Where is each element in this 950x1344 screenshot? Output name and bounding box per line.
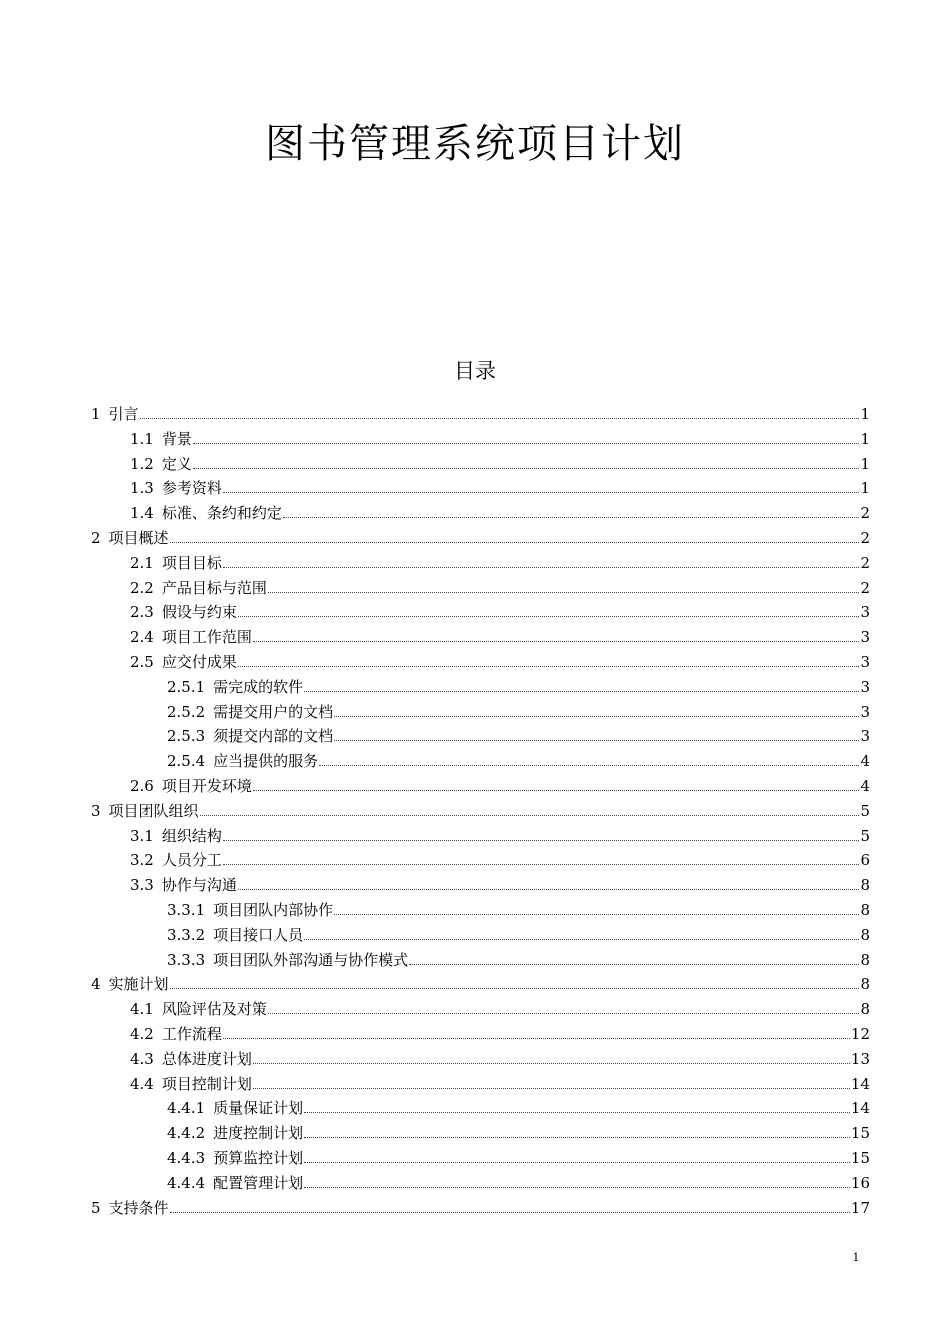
toc-entry-text: 项目工作范围 (161, 628, 252, 646)
toc-entry-number: 3.2 (130, 851, 154, 869)
toc-entry-text: 项目团队组织 (108, 802, 199, 820)
toc-dot-leader (223, 475, 859, 493)
toc-entry-number: 4.3 (130, 1050, 154, 1068)
toc-entry-label (130, 551, 222, 575)
toc-entry-label (167, 1146, 303, 1170)
toc-entry-label (130, 650, 237, 674)
toc-entry-label (91, 526, 169, 550)
toc-entry-label (167, 724, 333, 748)
toc-entry-text: 需完成的软件 (213, 678, 304, 696)
toc-entry-label (130, 1022, 222, 1046)
toc-entry[interactable] (167, 947, 870, 971)
toc-dot-leader (304, 1170, 850, 1188)
toc-entry[interactable] (167, 748, 870, 772)
toc-entry[interactable] (130, 575, 870, 599)
toc-entry-number: 4.4.2 (167, 1124, 206, 1142)
toc-entry[interactable] (130, 847, 870, 871)
toc-dot-leader (193, 426, 859, 444)
toc-entry-label (167, 1096, 303, 1120)
toc-dot-leader (140, 401, 859, 419)
toc-entry[interactable] (130, 823, 870, 847)
toc-entry-label (91, 402, 139, 426)
toc-entry-text: 需提交用户的文档 (213, 703, 334, 721)
toc-dot-leader (253, 773, 859, 791)
toc-entry-number: 4.4 (130, 1075, 154, 1093)
toc-entry[interactable] (130, 426, 870, 450)
toc-entry-label (130, 427, 192, 451)
toc-entry-page: 4 (860, 777, 870, 795)
toc-entry-page: 13 (850, 1050, 870, 1068)
toc-entry-page: 3 (860, 727, 870, 745)
toc-entry-text: 项目接口人员 (213, 926, 304, 944)
toc-entry-text: 项目开发环境 (161, 777, 252, 795)
toc-entry-number: 4 (91, 975, 101, 993)
toc-entry-page: 8 (860, 1000, 870, 1018)
toc-entry-page: 3 (860, 603, 870, 621)
toc-entry-number: 1 (91, 405, 101, 423)
toc-entry-label (130, 625, 252, 649)
toc-dot-leader (283, 500, 859, 518)
toc-entry[interactable] (130, 624, 870, 648)
toc-entry[interactable] (130, 1021, 870, 1045)
toc-entry-text: 实施计划 (108, 975, 169, 993)
toc-entry-number: 1.4 (130, 504, 154, 522)
toc-entry-page: 5 (860, 827, 870, 845)
toc-dot-leader (223, 823, 859, 841)
toc-entry-text: 工作流程 (161, 1025, 222, 1043)
toc-dot-leader (223, 550, 859, 568)
toc-entry-label (130, 1047, 252, 1071)
toc-entry-label (130, 848, 222, 872)
document-title: 图书管理系统项目计划 (265, 121, 685, 167)
toc-entry-page: 8 (860, 951, 870, 969)
toc-dot-leader (200, 798, 859, 816)
toc-entry-page: 3 (860, 678, 870, 696)
toc-entry-page: 1 (860, 405, 870, 423)
toc-entry-label (130, 452, 192, 476)
toc-entry-page: 8 (860, 901, 870, 919)
toc-entry-number: 3.3.3 (167, 951, 206, 969)
toc-entry-label (130, 997, 267, 1021)
toc-entry-page: 12 (850, 1025, 870, 1043)
toc-entry-text: 支持条件 (108, 1199, 169, 1217)
toc-heading: 目录 (454, 359, 496, 383)
toc-entry-number: 4.4.1 (167, 1099, 206, 1117)
toc-entry[interactable] (130, 550, 870, 574)
toc-entry[interactable] (167, 1120, 870, 1144)
toc-entry-page: 14 (850, 1075, 870, 1093)
toc-entry[interactable] (130, 500, 870, 524)
toc-entry-text: 人员分工 (161, 851, 222, 869)
toc-entry-page: 15 (850, 1124, 870, 1142)
toc-entry-page: 2 (860, 529, 870, 547)
toc-dot-leader (334, 723, 859, 741)
toc-entry[interactable] (130, 773, 870, 797)
toc-entry[interactable] (130, 872, 870, 896)
toc-entry-number: 3.3.1 (167, 901, 206, 919)
toc-entry-label (130, 476, 222, 500)
toc-entry-page: 8 (860, 876, 870, 894)
toc-entry[interactable] (130, 1071, 870, 1095)
toc-entry-text: 须提交内部的文档 (213, 727, 334, 745)
toc-dot-leader (304, 674, 859, 692)
toc-entry-text: 项目控制计划 (161, 1075, 252, 1093)
toc-entry-label (91, 799, 199, 823)
toc-entry-label (130, 774, 252, 798)
toc-entry-text: 风险评估及对策 (161, 1000, 267, 1018)
toc-entry-number: 2.5.3 (167, 727, 206, 745)
toc-entry[interactable] (167, 897, 870, 921)
toc-entry-text: 组织结构 (161, 827, 222, 845)
toc-dot-leader (170, 1195, 850, 1213)
toc-entry-text: 项目团队外部沟通与协作模式 (213, 951, 409, 969)
toc-entry-page: 2 (860, 579, 870, 597)
toc-dot-leader (304, 1145, 850, 1163)
toc-entry-text: 项目概述 (108, 529, 169, 547)
toc-dot-leader (268, 996, 859, 1014)
toc-entry-number: 2.5.4 (167, 752, 206, 770)
toc-entry-page: 17 (850, 1199, 870, 1217)
toc-entry-text: 假设与约束 (161, 603, 237, 621)
toc-entry-page: 8 (860, 975, 870, 993)
toc-entry-number: 2.4 (130, 628, 154, 646)
toc-entry-text: 标准、条约和约定 (161, 504, 282, 522)
toc-entry-page: 16 (850, 1174, 870, 1192)
toc-dot-leader (253, 624, 859, 642)
toc-entry[interactable] (130, 1046, 870, 1070)
toc-dot-leader (319, 748, 859, 766)
toc-entry-page: 1 (860, 430, 870, 448)
toc-entry[interactable] (167, 1145, 870, 1169)
toc-entry-number: 3.3 (130, 876, 154, 894)
toc-entry[interactable] (167, 723, 870, 747)
toc-entry[interactable] (130, 475, 870, 499)
toc-entry-label (167, 898, 333, 922)
toc-entry-number: 2.3 (130, 603, 154, 621)
toc-entry[interactable] (130, 599, 870, 623)
toc-dot-leader (223, 1021, 850, 1039)
toc-entry[interactable] (130, 996, 870, 1020)
toc-dot-leader (409, 947, 859, 965)
toc-dot-leader (223, 847, 859, 865)
toc-entry-page: 5 (860, 802, 870, 820)
toc-entry-number: 3 (91, 802, 101, 820)
toc-dot-leader (238, 599, 859, 617)
toc-dot-leader (253, 1071, 850, 1089)
toc-dot-leader (238, 649, 859, 667)
page-number: 1 (852, 1251, 860, 1264)
toc-entry-number: 2 (91, 529, 101, 547)
toc-entry-text: 引言 (108, 405, 139, 423)
toc-entry-label (130, 600, 237, 624)
toc-entry[interactable] (167, 699, 870, 723)
toc-entry-text: 产品目标与范围 (161, 579, 267, 597)
toc-entry-page: 3 (860, 628, 870, 646)
toc-entry[interactable] (91, 525, 870, 549)
toc-entry-label (130, 1072, 252, 1096)
toc-entry-label (167, 1171, 303, 1195)
toc-entry[interactable] (167, 1170, 870, 1194)
toc-entry-text: 定义 (161, 455, 192, 473)
toc-entry[interactable] (167, 674, 870, 698)
toc-dot-leader (170, 525, 859, 543)
toc-entry-text: 配置管理计划 (213, 1174, 304, 1192)
toc-entry-number: 4.4.3 (167, 1149, 206, 1167)
toc-entry-label (167, 749, 318, 773)
toc-entry-text: 项目目标 (161, 554, 222, 572)
toc-dot-leader (304, 1120, 850, 1138)
toc-entry-number: 2.5 (130, 653, 154, 671)
toc-entry-page: 3 (860, 653, 870, 671)
toc-entry-text: 参考资料 (161, 479, 222, 497)
toc-entry-text: 总体进度计划 (161, 1050, 252, 1068)
toc-entry-label (167, 1121, 303, 1145)
toc-entry-number: 2.1 (130, 554, 154, 572)
toc-entry[interactable] (130, 451, 870, 475)
toc-dot-leader (304, 922, 859, 940)
toc-entry-page: 8 (860, 926, 870, 944)
toc-entry-number: 3.1 (130, 827, 154, 845)
toc-entry-text: 协作与沟通 (161, 876, 237, 894)
toc-dot-leader (268, 575, 859, 593)
toc-entry[interactable] (91, 1195, 870, 1219)
toc-entry[interactable] (167, 1095, 870, 1119)
toc-dot-leader (334, 897, 859, 915)
toc-entry-number: 4.4.4 (167, 1174, 206, 1192)
toc-entry-label (91, 972, 169, 996)
toc-entry[interactable] (91, 798, 870, 822)
toc-entry-number: 3.3.2 (167, 926, 206, 944)
toc-dot-leader (170, 971, 859, 989)
toc-entry-label (130, 576, 267, 600)
toc-entry-page: 2 (860, 554, 870, 572)
toc-entry-page: 2 (860, 504, 870, 522)
toc-entry-number: 1.3 (130, 479, 154, 497)
toc-entry-label (167, 948, 408, 972)
toc-entry-page: 15 (850, 1149, 870, 1167)
toc-entry-text: 预算监控计划 (213, 1149, 304, 1167)
toc-entry-text: 进度控制计划 (213, 1124, 304, 1142)
toc-entry-page: 1 (860, 455, 870, 473)
toc-dot-leader (304, 1095, 850, 1113)
toc-entry-label (167, 700, 333, 724)
toc-entry-text: 应当提供的服务 (213, 752, 319, 770)
toc-entry-label (130, 501, 282, 525)
toc-entry-page: 1 (860, 479, 870, 497)
toc-entry[interactable] (91, 401, 870, 425)
toc-entry-number: 1.1 (130, 430, 154, 448)
toc-entry-label (167, 675, 303, 699)
toc-dot-leader (238, 872, 859, 890)
toc-entry[interactable] (91, 971, 870, 995)
toc-dot-leader (193, 451, 859, 469)
toc-entry-label (130, 873, 237, 897)
toc-entry-page: 14 (850, 1099, 870, 1117)
toc-entry-number: 4.2 (130, 1025, 154, 1043)
toc-entry-page: 4 (860, 752, 870, 770)
toc-dot-leader (253, 1046, 850, 1064)
toc-entry[interactable] (167, 922, 870, 946)
toc-entry[interactable] (130, 649, 870, 673)
toc-entry-label (91, 1196, 169, 1220)
toc-entry-label (167, 923, 303, 947)
toc-entry-text: 项目团队内部协作 (213, 901, 334, 919)
toc-entry-number: 2.2 (130, 579, 154, 597)
toc-entry-text: 背景 (161, 430, 192, 448)
toc-entry-number: 4.1 (130, 1000, 154, 1018)
toc-entry-number: 1.2 (130, 455, 154, 473)
toc-entry-text: 应交付成果 (161, 653, 237, 671)
toc-entry-text: 质量保证计划 (213, 1099, 304, 1117)
toc-entry-number: 2.5.2 (167, 703, 206, 721)
toc-entry-label (130, 824, 222, 848)
toc-entry-number: 5 (91, 1199, 101, 1217)
toc-dot-leader (334, 699, 859, 717)
toc-entry-page: 3 (860, 703, 870, 721)
toc-entry-number: 2.5.1 (167, 678, 206, 696)
toc-entry-page: 6 (860, 851, 870, 869)
toc-entry-number: 2.6 (130, 777, 154, 795)
